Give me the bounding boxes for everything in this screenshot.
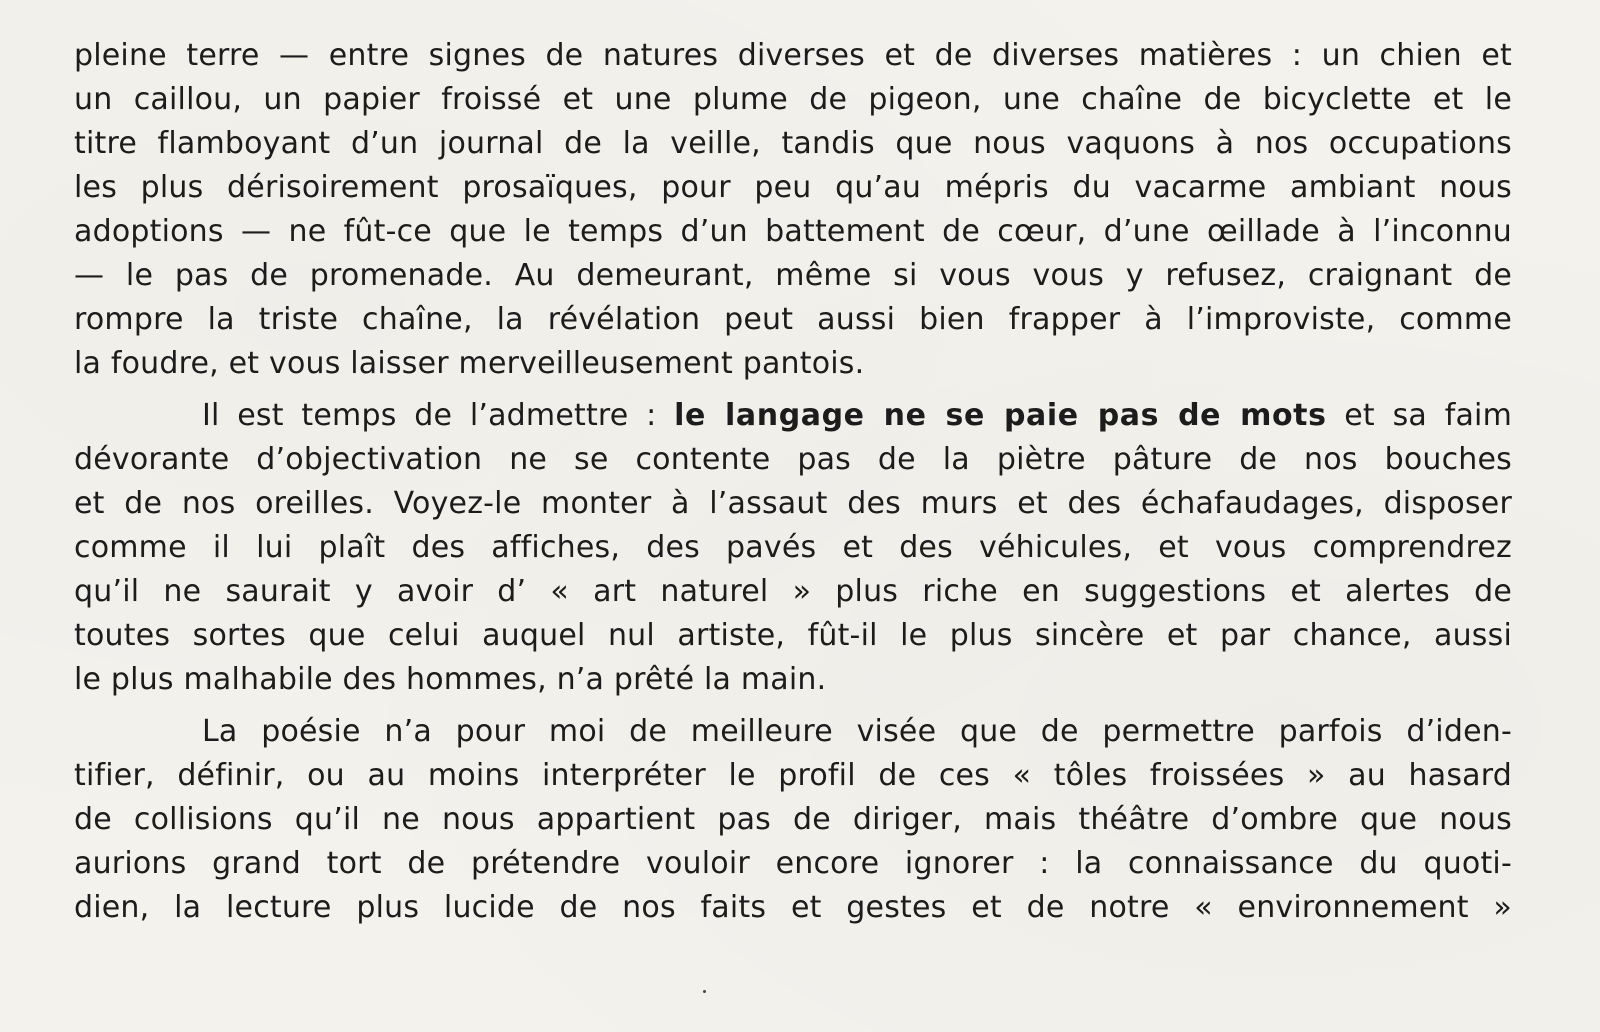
text-line: dévorante d’objectivation ne se contente pas de la piètre pâture de nos bouches	[74, 442, 1512, 477]
text-line: le plus malhabile des hommes, n’a prêté la main.	[74, 662, 827, 697]
text-line: La poésie n’a pour moi de meilleure visée que de permettre parfois d’iden-	[202, 714, 1512, 749]
line-start-text: Il est temps de l’admettre :	[202, 398, 675, 433]
text-line: aurions grand tort de prétendre vouloir encore ignorer : la connaissance du quoti-	[74, 846, 1512, 881]
text-line: rompre la triste chaîne, la révélation peut aussi bien frapper à l’improviste, comme	[74, 302, 1512, 337]
text-line: un caillou, un papier froissé et une plume de pigeon, une chaîne de bicyclette et le	[74, 82, 1512, 117]
print-speck	[703, 990, 706, 993]
text-line: tifier, définir, ou au moins interpréter le profil de ces « tôles froissées » au hasard	[74, 758, 1512, 793]
text-line: et de nos oreilles. Voyez-le monter à l’assaut des murs et des échafaudages, disposer	[74, 486, 1512, 521]
text-line: — le pas de promenade. Au demeurant, même si vous vous y refusez, craignant de	[74, 258, 1512, 293]
paragraph-1	[74, 34, 1512, 386]
text-line: dien, la lecture plus lucide de nos faits et gestes et de notre « environnement »	[74, 890, 1512, 925]
text-line: toutes sortes que celui auquel nul artiste, fût-il le plus sincère et par chance, aussi	[74, 618, 1512, 653]
line-end-text: et sa faim	[1326, 398, 1512, 433]
text-line: la foudre, et vous laisser merveilleusement pantois.	[74, 346, 865, 381]
body-text	[74, 34, 1512, 938]
emphasized-phrase: le langage ne se paie pas de mots	[674, 398, 1327, 433]
text-line: comme il lui plaît des affiches, des pavés et des véhicules, et vous comprendrez	[74, 530, 1512, 565]
paragraph-2	[74, 394, 1512, 702]
text-line: pleine terre — entre signes de natures diverses et de diverses matières : un chien et	[74, 38, 1512, 73]
text-line: adoptions — ne fût-ce que le temps d’un battement de cœur, d’une œillade à l’inconnu	[74, 214, 1512, 249]
text-line: de collisions qu’il ne nous appartient pas de diriger, mais théâtre d’ombre que nous	[74, 802, 1512, 837]
paragraph-3	[74, 710, 1512, 930]
text-line: titre flamboyant d’un journal de la veille, tandis que nous vaquons à nos occupations	[74, 126, 1512, 161]
text-line: les plus dérisoirement prosaïques, pour peu qu’au mépris du vacarme ambiant nous	[74, 170, 1512, 205]
text-line	[74, 394, 1512, 438]
text-line: qu’il ne saurait y avoir d’ « art naturel » plus riche en suggestions et alertes de	[74, 574, 1512, 609]
